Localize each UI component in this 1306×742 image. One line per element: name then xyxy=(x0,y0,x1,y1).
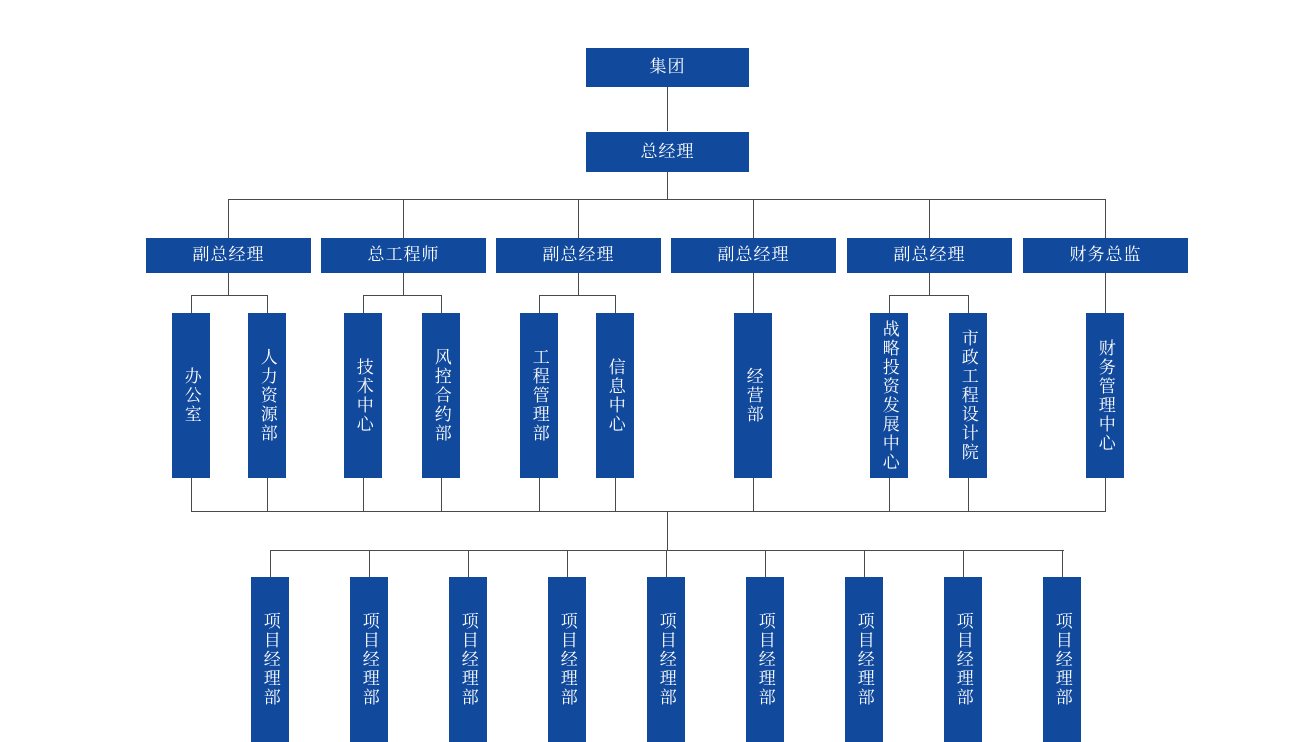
node-project-department-9[interactable] xyxy=(1043,577,1081,742)
node-department-engineering-mgmt[interactable] xyxy=(520,313,558,478)
node-department-municipal-design[interactable] xyxy=(949,313,987,478)
node-executive-5[interactable] xyxy=(847,238,1012,273)
connector-dept6-down xyxy=(615,478,616,511)
node-project-department-3-label: 项目经理部 xyxy=(458,612,478,707)
node-project-department-1-label: 项目经理部 xyxy=(260,612,280,707)
node-department-tech-center-label: 技术中心 xyxy=(353,357,373,434)
node-executive-2[interactable] xyxy=(321,238,486,273)
connector-proj4-riser xyxy=(567,550,568,577)
connector-dept2-down xyxy=(267,478,268,511)
node-department-tech-center[interactable] xyxy=(344,313,382,478)
node-department-info-center-label: 信息中心 xyxy=(605,357,625,434)
node-project-department-2[interactable] xyxy=(350,577,388,742)
connector-exec-riser-4 xyxy=(753,199,754,238)
connector-dept7-down xyxy=(753,478,754,511)
connector-gm-drop xyxy=(667,172,668,199)
connector-exec5-bus xyxy=(889,295,968,296)
node-project-department-7[interactable] xyxy=(845,577,883,742)
node-department-office[interactable] xyxy=(172,313,210,478)
connector-proj3-riser xyxy=(468,550,469,577)
node-group-label: 集团 xyxy=(649,57,686,77)
connector-dept9-down xyxy=(968,478,969,511)
connector-project-drop xyxy=(667,511,668,550)
node-department-hr[interactable] xyxy=(248,313,286,478)
node-project-department-8-label: 项目经理部 xyxy=(953,612,973,707)
connector-exec-riser-1 xyxy=(228,199,229,238)
node-project-department-1[interactable] xyxy=(251,577,289,742)
connector-dept5-riser xyxy=(539,295,540,313)
connector-exec6-drop xyxy=(1105,273,1106,313)
node-project-department-8[interactable] xyxy=(944,577,982,742)
node-project-department-9-label: 项目经理部 xyxy=(1052,612,1072,707)
node-department-engineering-mgmt-label: 工程管理部 xyxy=(529,348,549,443)
connector-exec4-drop xyxy=(753,273,754,313)
connector-dept2-riser xyxy=(267,295,268,313)
node-project-department-4[interactable] xyxy=(548,577,586,742)
node-executive-3-label: 副总经理 xyxy=(542,245,615,265)
connector-exec-riser-5 xyxy=(929,199,930,238)
node-department-finance-center[interactable] xyxy=(1086,313,1124,478)
connector-exec1-bus xyxy=(191,295,267,296)
node-project-department-6[interactable] xyxy=(746,577,784,742)
connector-dept1-down xyxy=(191,478,192,511)
node-department-operations[interactable] xyxy=(734,313,772,478)
node-project-department-5-label: 项目经理部 xyxy=(656,612,676,707)
connector-proj1-riser xyxy=(270,550,271,577)
node-executive-4[interactable] xyxy=(671,238,836,273)
connector-dept8-down xyxy=(889,478,890,511)
node-executive-6-label: 财务总监 xyxy=(1069,245,1142,265)
connector-exec1-drop xyxy=(228,273,229,295)
connector-executive-bus xyxy=(228,199,1105,200)
node-department-hr-label: 人力资源部 xyxy=(257,348,277,443)
node-department-office-label: 办公室 xyxy=(181,367,201,424)
node-executive-2-label: 总工程师 xyxy=(367,245,440,265)
connector-project-bus xyxy=(270,550,1064,551)
node-executive-1[interactable] xyxy=(146,238,311,273)
connector-proj7-riser xyxy=(864,550,865,577)
connector-exec-riser-6 xyxy=(1105,199,1106,238)
node-project-department-7-label: 项目经理部 xyxy=(854,612,874,707)
node-department-info-center[interactable] xyxy=(596,313,634,478)
connector-dept9-riser xyxy=(968,295,969,313)
connector-dept3-down xyxy=(363,478,364,511)
connector-proj8-riser xyxy=(963,550,964,577)
connector-proj2-riser xyxy=(369,550,370,577)
connector-dept8-riser xyxy=(889,295,890,313)
node-project-department-4-label: 项目经理部 xyxy=(557,612,577,707)
connector-proj9-riser xyxy=(1062,550,1063,577)
connector-exec-riser-3 xyxy=(578,199,579,238)
node-executive-3[interactable] xyxy=(496,238,661,273)
node-department-strategy-investment-label: 战略投资发展中心 xyxy=(879,319,899,472)
connector-proj5-riser xyxy=(666,550,667,577)
connector-dept-collector-bus xyxy=(191,511,1106,512)
node-department-risk-contract[interactable] xyxy=(422,313,460,478)
node-general-manager-label: 总经理 xyxy=(640,141,695,161)
node-general-manager[interactable] xyxy=(586,132,749,172)
connector-dept1-riser xyxy=(191,295,192,313)
connector-dept4-riser xyxy=(441,295,442,313)
connector-exec2-drop xyxy=(403,273,404,295)
node-project-department-3[interactable] xyxy=(449,577,487,742)
connector-dept10-down xyxy=(1105,478,1106,511)
connector-exec3-bus xyxy=(539,295,615,296)
connector-exec-riser-2 xyxy=(403,199,404,238)
node-project-department-6-label: 项目经理部 xyxy=(755,612,775,707)
connector-exec2-bus xyxy=(363,295,441,296)
connector-proj6-riser xyxy=(765,550,766,577)
connector-dept6-riser xyxy=(615,295,616,313)
node-executive-4-label: 副总经理 xyxy=(717,245,790,265)
connector-dept4-down xyxy=(441,478,442,511)
connector-dept5-down xyxy=(539,478,540,511)
node-executive-5-label: 副总经理 xyxy=(893,245,966,265)
connector-group-to-gm xyxy=(667,87,668,131)
connector-exec3-drop xyxy=(578,273,579,295)
node-executive-1-label: 副总经理 xyxy=(192,245,265,265)
node-executive-6[interactable] xyxy=(1023,238,1188,273)
node-department-municipal-design-label: 市政工程设计院 xyxy=(958,329,978,462)
connector-dept3-riser xyxy=(363,295,364,313)
node-project-department-5[interactable] xyxy=(647,577,685,742)
node-department-operations-label: 经营部 xyxy=(743,367,763,424)
node-group[interactable] xyxy=(586,48,749,87)
connector-exec5-drop xyxy=(929,273,930,295)
node-department-finance-center-label: 财务管理中心 xyxy=(1095,338,1115,453)
node-project-department-2-label: 项目经理部 xyxy=(359,612,379,707)
node-department-risk-contract-label: 风控合约部 xyxy=(431,348,451,443)
node-department-strategy-investment[interactable] xyxy=(870,313,908,478)
